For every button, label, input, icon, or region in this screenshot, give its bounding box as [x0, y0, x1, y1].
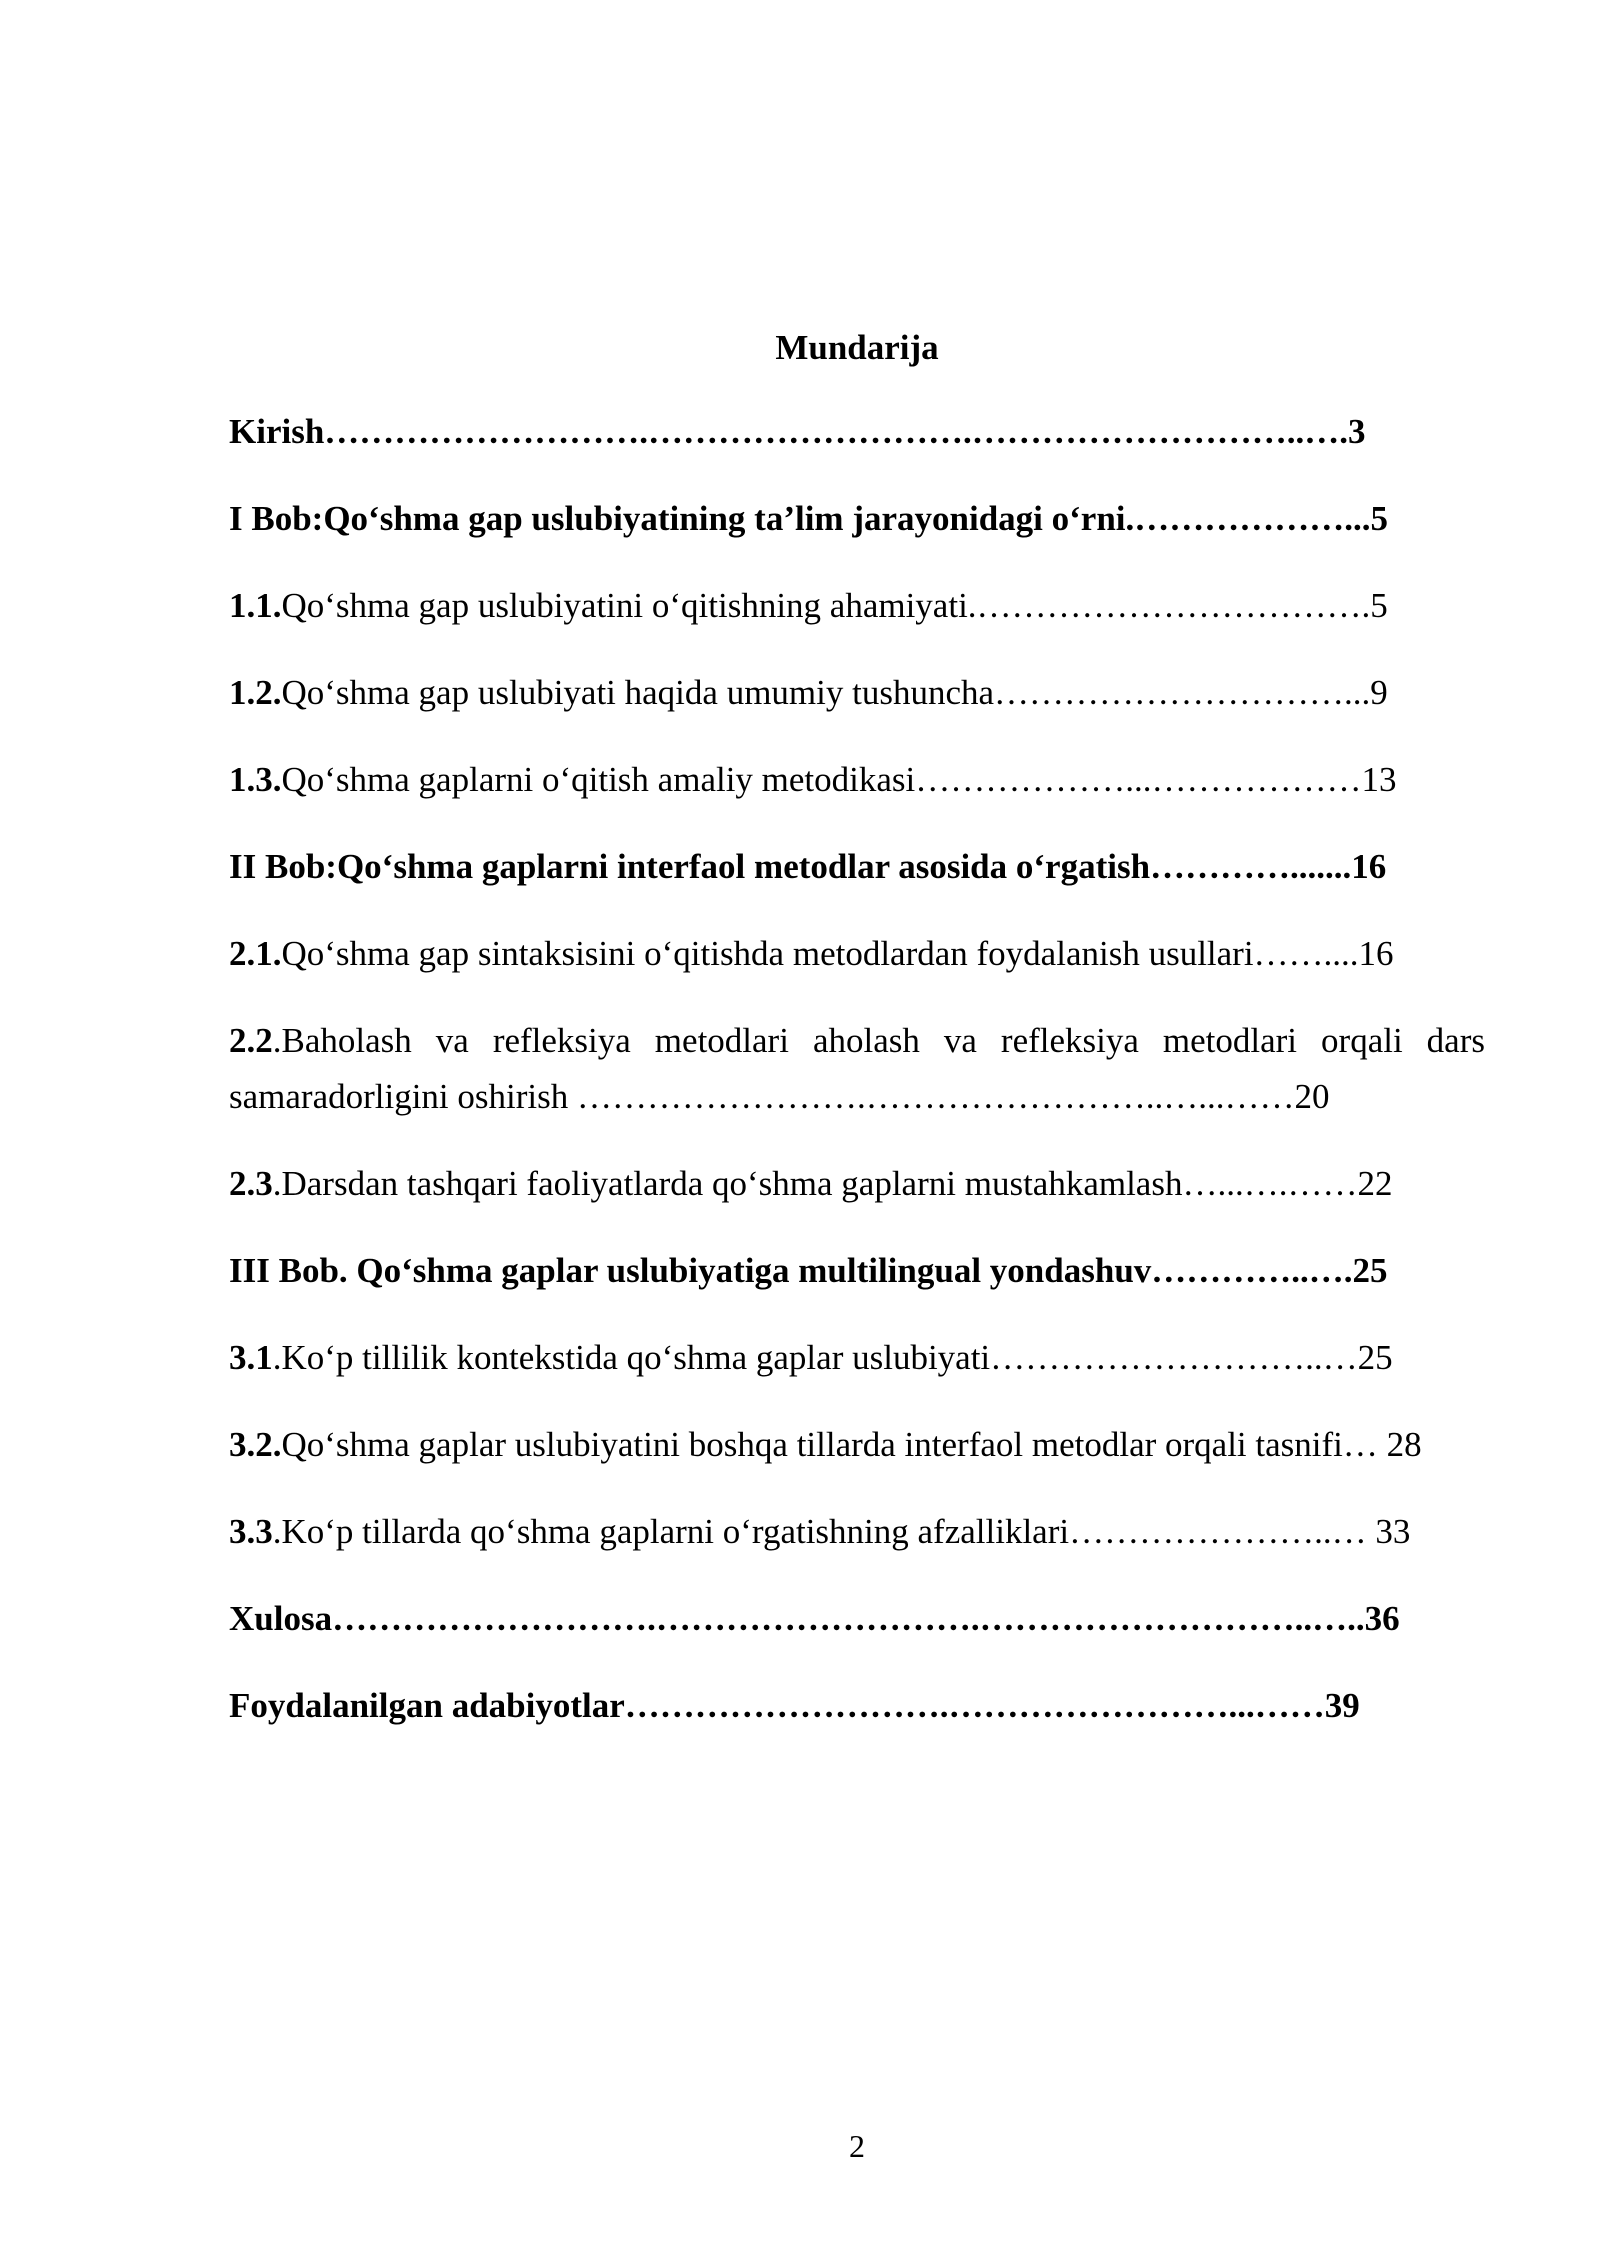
toc-entry-2-3 — [229, 1156, 1485, 1212]
toc-entry-references — [229, 1678, 1485, 1734]
toc-entry-chapter-3 — [229, 1243, 1485, 1299]
toc-entry-number: 2.1. — [229, 934, 282, 973]
page-title: Mundarija — [775, 328, 939, 367]
toc-entry-kirish — [229, 404, 1485, 460]
toc-entry-text: .Ko‘p tillilik kontekstida qo‘shma gaplar uslubiyati………………………..…25 — [272, 1338, 1393, 1377]
toc-entry-text: Qo‘shma gap sintaksisini o‘qitishda metodlardan foydalanish usullari……....16 — [281, 934, 1394, 973]
toc-entry-text: Foydalanilgan adabiyotlar……………………….……………………...……39 — [229, 1686, 1360, 1725]
toc-entry-text: .Baholash va refleksiya metodlari aholash va refleksiya metodlari orqali dars samaradorligini oshirish …………………….……………………..…...……20 — [229, 1021, 1485, 1116]
toc-entry-number: 3.3 — [229, 1512, 273, 1551]
toc-entry-text: I Bob:Qo‘shma gap uslubiyatining ta’lim jarayonidagi o‘rni.………………...5 — [229, 499, 1389, 538]
toc-entry-number: 3.1 — [229, 1338, 273, 1377]
toc-entry-number: 2.3 — [229, 1164, 273, 1203]
toc-entry-text: Qo‘shma gap uslubiyati haqida umumiy tushuncha…………………………...9 — [281, 673, 1388, 712]
toc-entry-number: 1.3. — [229, 760, 282, 799]
toc-entry-3-1 — [229, 1330, 1485, 1386]
toc-entry-3-2 — [229, 1417, 1485, 1473]
toc-entry-1-1 — [229, 578, 1485, 634]
toc-entry-text: II Bob:Qo‘shma gaplarni interfaol metodlar asosida o‘rgatish………….......16 — [229, 847, 1387, 886]
toc-entry-text: .Darsdan tashqari faoliyatlarda qo‘shma gaplarni mustahkamlash…...….……22 — [272, 1164, 1393, 1203]
toc-entry-text: III Bob. Qo‘shma gaplar uslubiyatiga multilingual yondashuv…………..….25 — [229, 1251, 1388, 1290]
toc-entry-chapter-2 — [229, 839, 1485, 895]
toc-entry-chapter-1 — [229, 491, 1485, 547]
toc-entry-2-2 — [229, 1013, 1485, 1125]
toc-entry-text: .Ko‘p tillarda qo‘shma gaplarni o‘rgatishning afzalliklari…………………..… 33 — [272, 1512, 1411, 1551]
toc-entry-number: 1.2. — [229, 673, 282, 712]
toc-entry-number: 3.2. — [229, 1425, 282, 1464]
table-of-contents — [229, 404, 1485, 1765]
toc-entry-3-3 — [229, 1504, 1485, 1560]
toc-entry-text: Qo‘shma gap uslubiyatini o‘qitishning ahamiyati.…………………………….5 — [281, 586, 1388, 625]
toc-entry-xulosa — [229, 1591, 1485, 1647]
toc-entry-text: Qo‘shma gaplarni o‘qitish amaliy metodikasi………………...………………13 — [281, 760, 1397, 799]
toc-entry-text: Xulosa……………………….……………………….………………………..…..36 — [229, 1599, 1400, 1638]
page-number: 2 — [849, 2128, 865, 2164]
toc-entry-text: Kirish……………………….……………………….………………………..….3 — [229, 412, 1366, 451]
toc-entry-number: 2.2 — [229, 1021, 273, 1060]
toc-entry-text: Qo‘shma gaplar uslubiyatini boshqa tillarda interfaol metodlar orqali tasnifi… 28 — [281, 1425, 1422, 1464]
toc-entry-1-2 — [229, 665, 1485, 721]
toc-entry-2-1 — [229, 926, 1485, 982]
toc-entry-number: 1.1. — [229, 586, 282, 625]
toc-entry-1-3 — [229, 752, 1485, 808]
